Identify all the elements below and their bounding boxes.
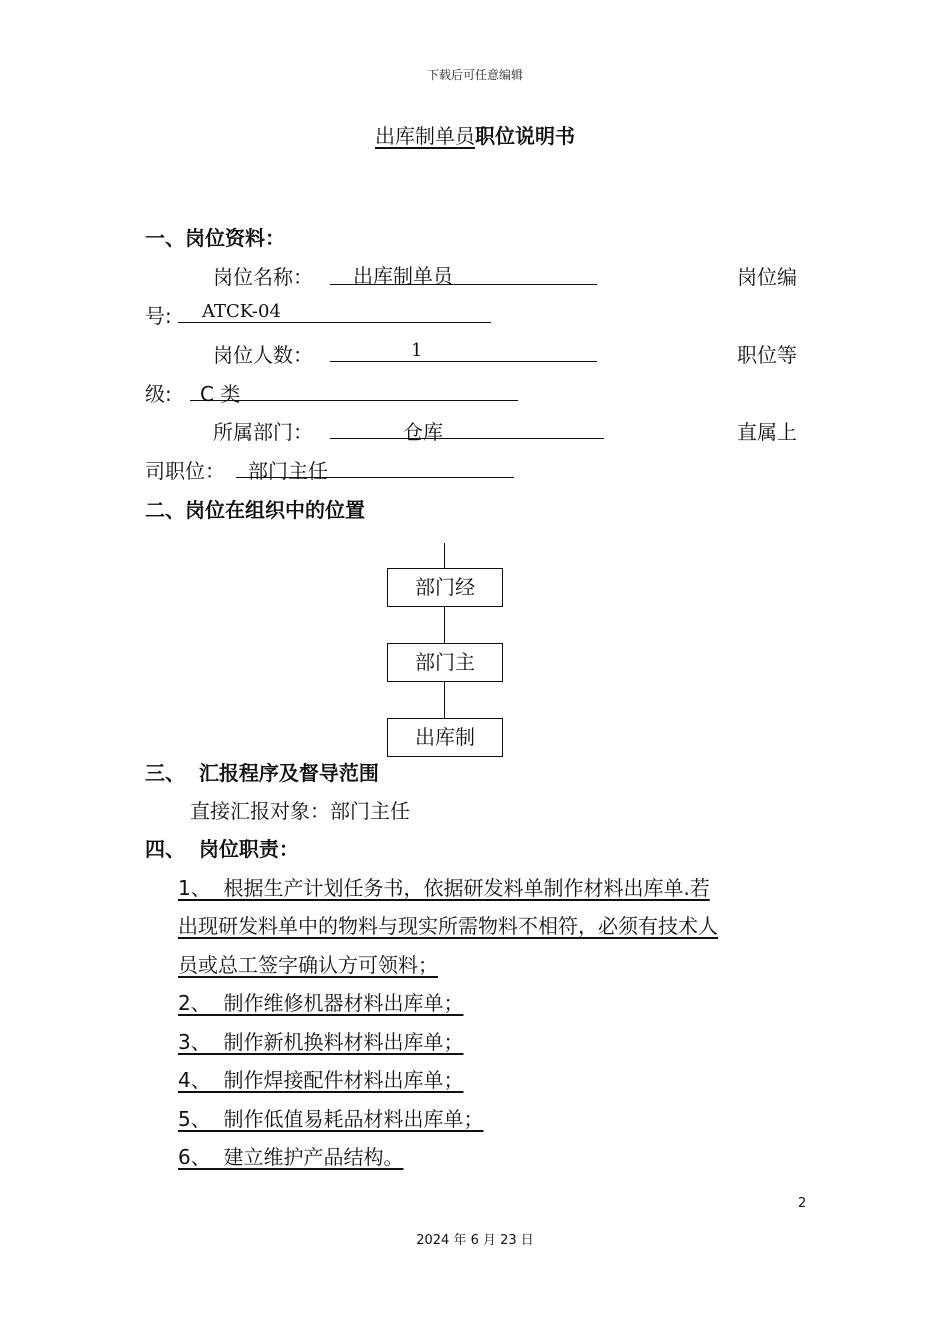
duty-line-3: 员或总工签字确认方可领料； — [178, 953, 438, 977]
position-name-label: 岗位名称： — [213, 265, 313, 289]
position-code-label-b: 号: — [145, 304, 172, 328]
title-position: 出库制单员 — [375, 124, 475, 148]
grade-value: C 类 — [200, 382, 241, 406]
headcount-label: 岗位人数： — [213, 343, 313, 367]
grade-label-a: 职位等 — [737, 343, 797, 367]
report-line: 直接汇报对象：部门主任 — [190, 799, 410, 823]
dept-value: 仓库 — [403, 420, 443, 444]
org-connector-top — [444, 543, 445, 569]
duty-line-4: 2、 制作维修机器材料出库单； — [178, 991, 464, 1015]
footer-date: 2024 年 6 月 23 日 — [416, 1233, 534, 1248]
title-doc-type: 职位说明书 — [475, 124, 575, 148]
headcount-underline — [330, 361, 597, 362]
duty-line-6: 4、 制作焊接配件材料出库单； — [178, 1068, 464, 1092]
page-title — [0, 120, 950, 149]
position-code-label-a: 岗位编 — [737, 265, 797, 289]
position-code-underline — [178, 322, 491, 323]
duty-line-2: 出现研发料单中的物料与现实所需物料不相符，必须有技术人 — [178, 914, 718, 938]
section4-heading: 四、 岗位职责： — [145, 837, 299, 861]
position-name-value: 出库制单员 — [353, 264, 453, 288]
org-connector-2 — [444, 682, 445, 718]
grade-label-b: 级: — [145, 382, 172, 406]
org-box-outbound-clerk: 出库制 — [387, 718, 503, 757]
position-code-value: ATCK-04 — [202, 301, 281, 322]
section3-heading: 三、 汇报程序及督导范围 — [145, 761, 379, 785]
section2-heading: 二、岗位在组织中的位置 — [145, 498, 365, 522]
section1-heading: 一、岗位资料： — [145, 226, 285, 250]
superior-label-a: 直属上 — [737, 420, 797, 444]
superior-label-b: 司职位： — [145, 459, 225, 483]
page-number: 2 — [798, 1196, 807, 1211]
dept-underline — [330, 438, 604, 439]
dept-label: 所属部门： — [213, 420, 313, 444]
org-box-dept-director: 部门主 — [387, 643, 503, 682]
duty-line-7: 5、 制作低值易耗品材料出库单； — [178, 1107, 484, 1131]
duty-line-1: 1、 根据生产计划任务书，依据研发料单制作材料出库单.若 — [178, 876, 710, 900]
org-connector-1 — [444, 607, 445, 643]
org-box-dept-manager: 部门经 — [387, 568, 503, 607]
superior-value: 部门主任 — [248, 459, 328, 483]
header-note: 下载后可任意编辑 — [426, 68, 523, 82]
headcount-value: 1 — [411, 340, 423, 361]
duty-line-8: 6、 建立维护产品结构。 — [178, 1145, 404, 1169]
duty-line-5: 3、 制作新机换料材料出库单； — [178, 1030, 464, 1054]
